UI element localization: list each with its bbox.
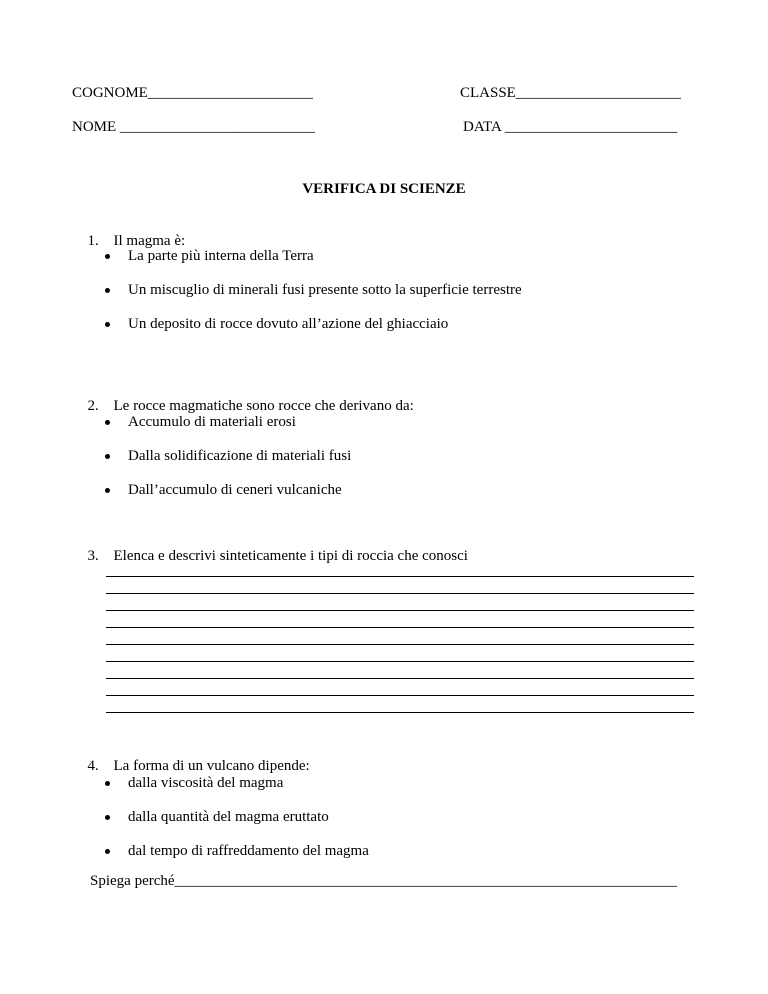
answer-line[interactable] — [106, 679, 694, 696]
option-1-a[interactable] — [128, 247, 314, 265]
option-4-b[interactable] — [128, 808, 329, 826]
question-2 — [80, 379, 414, 415]
bullet-icon — [105, 288, 110, 293]
bullet-icon — [105, 815, 110, 820]
answer-line[interactable] — [106, 628, 694, 645]
page-title: VERIFICA DI SCIENZE — [302, 181, 466, 197]
question-number: 1. — [87, 233, 99, 249]
question-4 — [80, 739, 310, 775]
bullet-icon — [105, 454, 110, 459]
option-label: Un miscuglio di minerali fusi presente sotto la superficie terrestre — [128, 282, 522, 298]
bullet-icon — [105, 781, 110, 786]
option-label: Un deposito di rocce dovuto all’azione del ghiacciaio — [128, 316, 449, 332]
answer-line[interactable] — [106, 568, 694, 577]
option-1-c[interactable] — [128, 315, 448, 333]
bullet-icon — [105, 849, 110, 854]
answer-line[interactable] — [106, 594, 694, 611]
question-number: 4. — [87, 758, 99, 774]
surname-field[interactable]: COGNOME______________________ — [72, 85, 313, 101]
question-text: Il magma è: — [113, 233, 186, 249]
question-text: La forma di un vulcano dipende: — [113, 758, 310, 774]
option-2-b[interactable] — [128, 447, 351, 465]
bullet-icon — [105, 420, 110, 425]
option-4-a[interactable] — [128, 774, 283, 792]
question-text: Le rocce magmatiche sono rocce che derivano da: — [113, 398, 414, 414]
option-label: dal tempo di raffreddamento del magma — [128, 843, 369, 859]
answer-line[interactable] — [106, 577, 694, 594]
option-label: Accumulo di materiali erosi — [128, 414, 296, 430]
answer-line[interactable] — [106, 662, 694, 679]
date-field[interactable]: DATA _______________________ — [463, 119, 678, 135]
bullet-icon — [105, 322, 110, 327]
answer-line[interactable] — [106, 645, 694, 662]
option-1-b[interactable] — [128, 281, 522, 299]
option-label: Dalla solidificazione di materiali fusi — [128, 448, 352, 464]
explain-field[interactable]: Spiega perché___________________________________________________________________ — [90, 873, 678, 889]
question-text: Elenca e descrivi sinteticamente i tipi di roccia che conosci — [113, 548, 468, 564]
question-1 — [80, 214, 185, 250]
bullet-icon — [105, 488, 110, 493]
answer-line[interactable] — [106, 696, 694, 713]
option-label: Dall’accumulo di ceneri vulcaniche — [128, 482, 342, 498]
option-label: dalla viscosità del magma — [128, 775, 284, 791]
answer-line[interactable] — [106, 611, 694, 628]
question-3 — [80, 529, 468, 565]
question-number: 2. — [87, 398, 99, 414]
option-2-c[interactable] — [128, 481, 342, 499]
name-field[interactable]: NOME __________________________ — [72, 119, 315, 135]
question-number: 3. — [87, 548, 99, 564]
option-4-c[interactable] — [128, 842, 369, 860]
bullet-icon — [105, 254, 110, 259]
option-label: dalla quantità del magma eruttato — [128, 809, 329, 825]
class-field[interactable]: CLASSE______________________ — [460, 85, 681, 101]
answer-area[interactable] — [106, 568, 694, 713]
option-label: La parte più interna della Terra — [128, 248, 314, 264]
option-2-a[interactable] — [128, 413, 296, 431]
